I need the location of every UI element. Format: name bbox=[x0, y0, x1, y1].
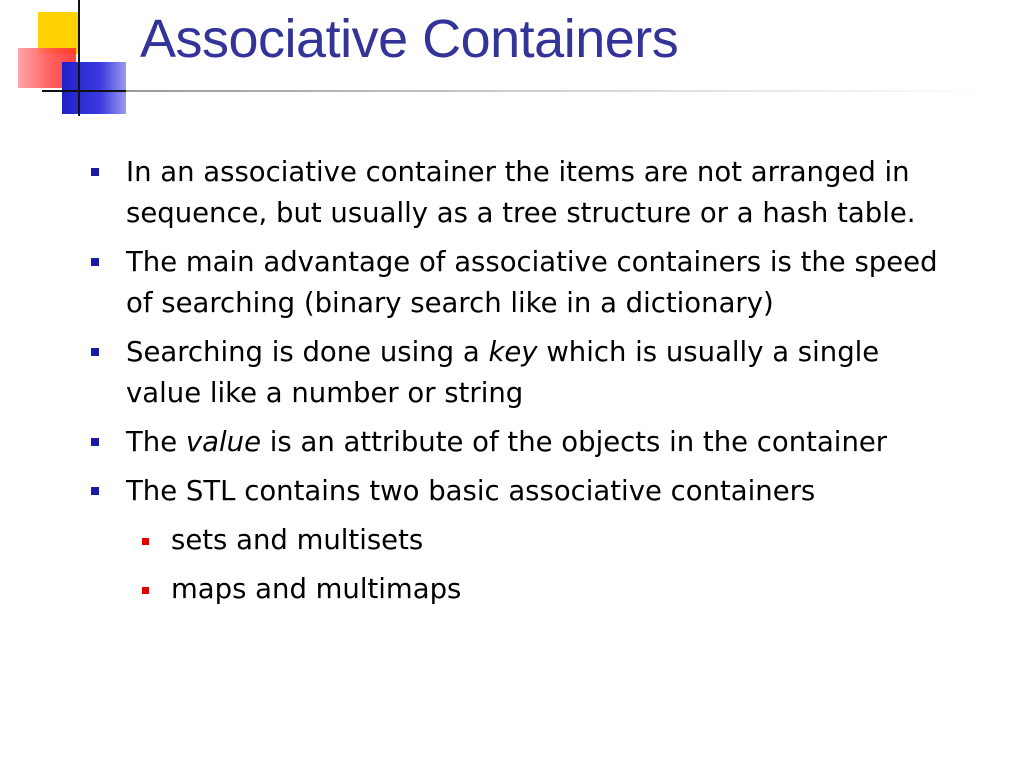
red-square-bullet-icon bbox=[142, 538, 149, 545]
bullet-text-start: The bbox=[126, 426, 186, 458]
horizontal-line-decoration bbox=[42, 90, 126, 92]
bullet-text: In an associative container the items are not arranged in sequence, but usually as a tree structure or a hash table. bbox=[126, 156, 916, 229]
bullet-item bbox=[88, 242, 948, 324]
bullet-text: The STL contains two basic associative containers bbox=[126, 475, 816, 507]
slide-logo-decoration bbox=[0, 0, 140, 130]
sub-bullet-text: sets and multisets bbox=[171, 524, 424, 556]
bullet-item bbox=[88, 152, 948, 234]
sub-bullet-item bbox=[88, 569, 948, 610]
blue-square-bullet-icon bbox=[91, 438, 99, 446]
bullet-item bbox=[88, 422, 948, 463]
bullet-emphasis-value: value bbox=[185, 426, 262, 458]
bullet-item bbox=[88, 332, 948, 414]
bullet-list bbox=[88, 152, 948, 618]
blue-square-bullet-icon bbox=[91, 258, 99, 266]
vertical-line-decoration bbox=[78, 0, 80, 116]
bullet-item bbox=[88, 471, 948, 512]
blue-square-bullet-icon bbox=[91, 168, 99, 176]
sub-bullet-text: maps and multimaps bbox=[171, 573, 462, 605]
title-underline-rule bbox=[126, 90, 996, 92]
sub-bullet-item bbox=[88, 520, 948, 561]
bullet-text-start: Searching is done using a bbox=[126, 336, 489, 368]
bullet-text: The main advantage of associative containers is the speed of searching (binary search like in a dictionary) bbox=[126, 246, 938, 319]
blue-square-bullet-icon bbox=[91, 348, 99, 356]
blue-square-decoration bbox=[62, 62, 126, 114]
bullet-emphasis-key: key bbox=[488, 336, 538, 368]
slide-title: Associative Containers bbox=[140, 9, 679, 69]
bullet-text-end: is an attribute of the objects in the container bbox=[261, 426, 888, 458]
blue-square-bullet-icon bbox=[91, 487, 99, 495]
bullet-text-end: which is usually a single value like a number or string bbox=[126, 336, 880, 409]
red-square-bullet-icon bbox=[142, 587, 149, 594]
